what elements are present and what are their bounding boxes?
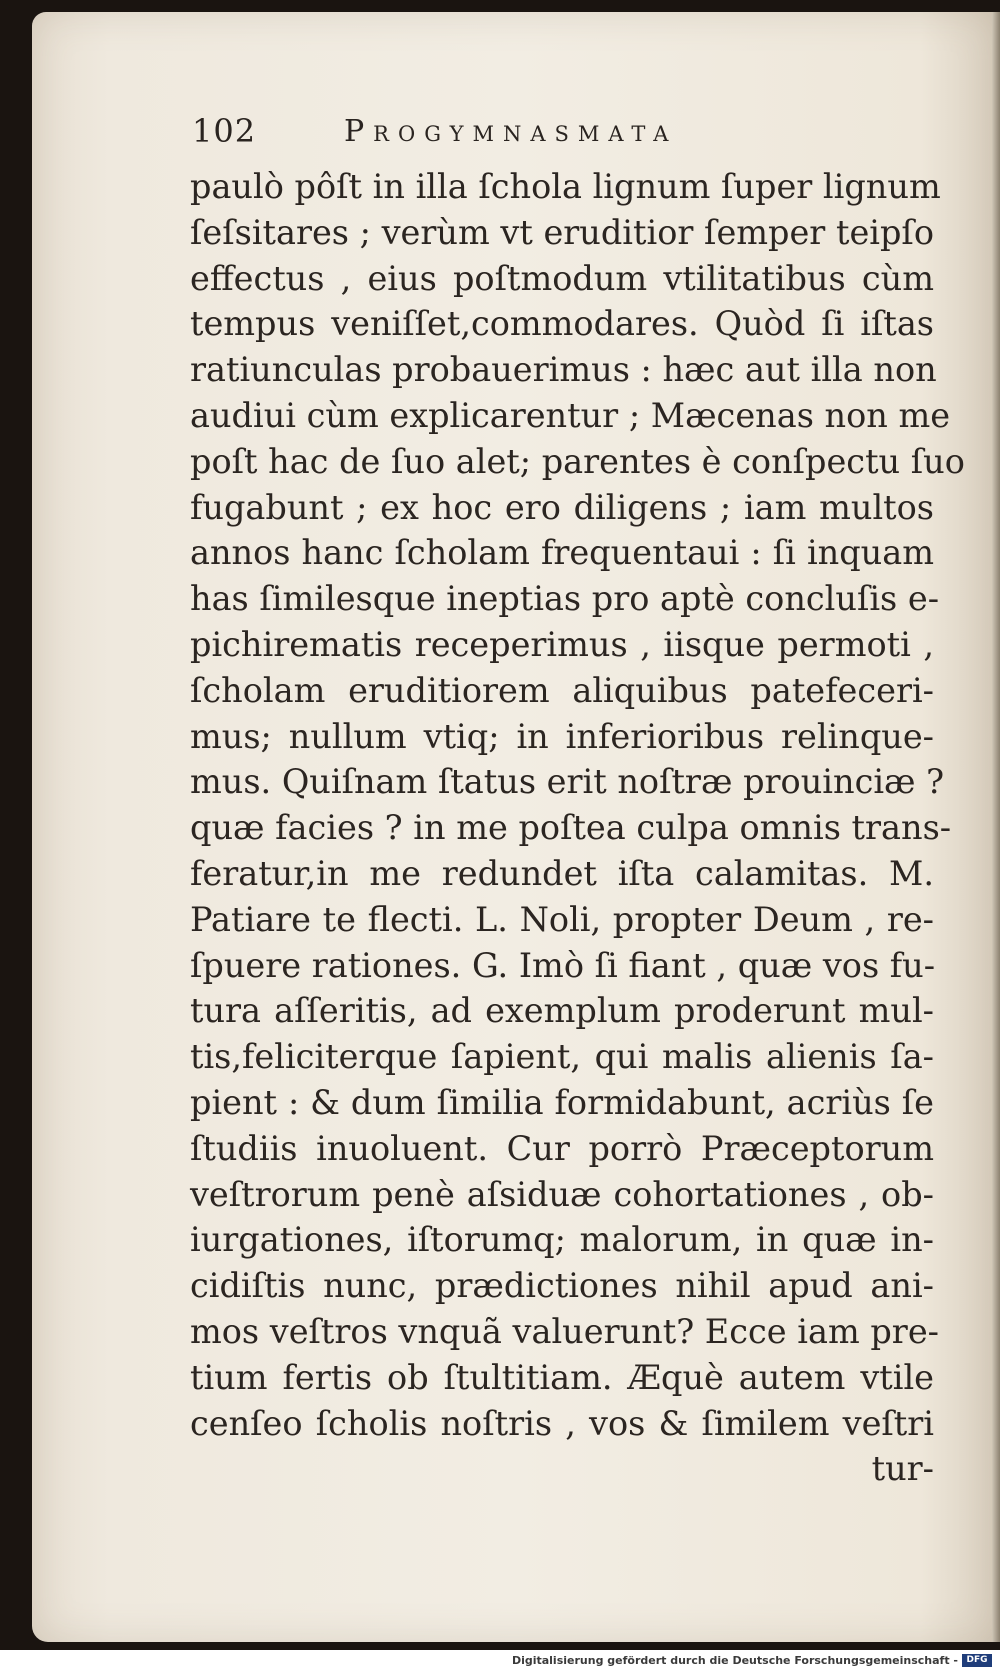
text-line: paulò pôſt in illa ſchola lignum ſuper lignum xyxy=(190,167,941,206)
body-text xyxy=(190,164,965,1492)
text-line: cidiſtis nunc, prædictiones nihil apud ani- xyxy=(190,1266,934,1306)
text-line: tis,feliciterque ſapient, qui malis alienis ſa- xyxy=(190,1037,934,1077)
text-line: iurgationes, iſtorumq; malorum, in quæ in- xyxy=(190,1220,934,1260)
digitization-credit: Digitalisierung gefördert durch die Deutsche Forschungsgemeinschaft - xyxy=(511,1654,958,1667)
dfg-logo: DFG xyxy=(962,1654,992,1667)
page-header xyxy=(192,112,892,162)
text-line: fugabunt ; ex hoc ero diligens ; iam multos xyxy=(190,487,934,527)
text-line: ſtudiis inuoluent. Cur porrò Præceptorum xyxy=(190,1128,934,1168)
catchword: tur- xyxy=(871,1449,934,1489)
text-line: tura aſſeritis, ad exemplum proderunt mul- xyxy=(190,991,934,1031)
text-line: cenſeo ſcholis noſtris , vos & ſimilem veſtri xyxy=(190,1403,934,1443)
page-number: 102 xyxy=(192,112,257,150)
text-line: annos hanc ſcholam frequentaui : ſi inquam xyxy=(190,533,934,573)
text-line: has ſimilesque ineptias pro aptè concluſis e- xyxy=(190,579,940,619)
text-line: ſeſsitares ; verùm vt eruditior ſemper teipſo xyxy=(190,212,934,252)
text-line: pient : & dum ſimilia formidabunt, acriùs ſe xyxy=(190,1082,934,1122)
text-line: tium fertis ob ſtultitiam. Æquè autem vtile xyxy=(190,1357,934,1397)
text-line: quæ facies ? in me poſtea culpa omnis trans- xyxy=(190,808,952,848)
footer-bar xyxy=(0,1650,1000,1672)
page-edge xyxy=(992,12,1000,1642)
text-line: effectus , eius poſtmodum vtilitatibus cùm xyxy=(190,258,934,298)
text-line: ſpuere rationes. G. Imò ſi fiant , quæ vos fu- xyxy=(190,945,936,985)
running-title: Progymnasmata xyxy=(344,114,678,149)
text-line: ſcholam eruditiorem aliquibus patefeceri- xyxy=(190,670,934,710)
text-line: tempus veniſſet,commodares. Quòd ſi iſtas xyxy=(190,304,934,344)
text-line: poſt hac de ſuo alet; parentes è conſpectu ſuo xyxy=(190,441,965,481)
text-line: mus. Quiſnam ſtatus erit noſtræ prouinciæ ? xyxy=(190,762,945,802)
text-line: pichirematis receperimus , iisque permoti , xyxy=(190,624,934,664)
text-line: audiui cùm explicarentur ; Mæcenas non me xyxy=(190,395,951,435)
text-line: feratur,in me redundet iſta calamitas. M. xyxy=(190,853,934,893)
text-line: mus; nullum vtiq; in inferioribus relinque- xyxy=(190,716,934,756)
text-line: mos veſtros vnquã valuerunt? Ecce iam pre- xyxy=(190,1311,939,1351)
text-line: ratiunculas probauerimus : hæc aut illa non xyxy=(190,350,937,390)
text-line: Patiare te flecti. L. Noli, propter Deum , re- xyxy=(190,899,934,939)
text-line: veſtrorum penè aſsiduæ cohortationes , ob- xyxy=(190,1174,934,1214)
